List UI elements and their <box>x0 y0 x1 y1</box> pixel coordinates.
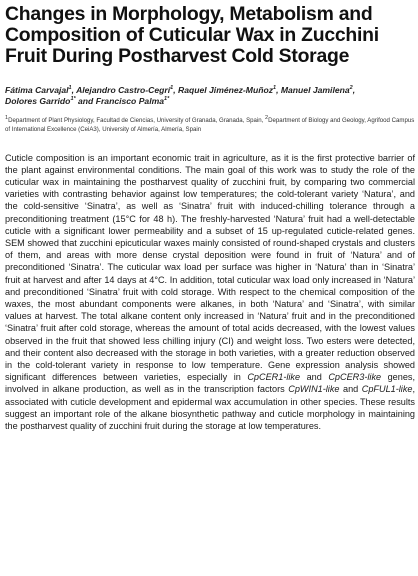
paper-page <box>5 0 415 441</box>
author-affil-marker: 1* <box>164 96 170 103</box>
author-name: Manuel Jamilena <box>280 85 350 95</box>
author-separator: , <box>71 85 77 95</box>
author-list <box>5 85 415 107</box>
affiliation-text: Department of Biology and Geology, Agrifood Campus of International Excellence (CeiA3), University of Almería, Almería, Spain <box>5 117 415 133</box>
abstract-text: Cuticle composition is an important economic trait in agriculture, as it is the first protective barrier of the plant against environmental conditions. The main goal of this work was to study the role of the cuticular wax in maintaining the postharvest quality of zucchini fruit, by comparing two commercial varieties with contrasting behavior against low temperatures; the cold-tolerant variety ‘Natura’, and the cold-sensitive ‘Sinatra’, as well as ‘Sinatra’ fruit with induced-chilling tolerance through a preconditioning treatment (15°C for 48 h). The freshly-harvested ‘Natura’ fruit had a well-detectable cuticle with a significant lower permeability and a subset of 15 up-regulated cuticle-related genes. SEM showed that zucchini epicuticular waxes mainly consisted of round-shaped crystals and clusters of them, and areas with more dense crystal deposition were found in fruit of ‘Natura’ and of preconditioned ‘Sinatra’. The cuticular wax load per surface was higher in ‘Natura’ than in ‘Sinatra’ fruit at harvest and after 14 days at 4°C. In addition, total cuticular wax load only increased in ‘Natura’ and preconditioned ‘Sinatra’ fruit with cold storage. With respect to the chemical composition of the waxes, the most abundant components were alkanes, in both ‘Natura’ and ‘Sinatra’, with similar values at harvest. The total alkane content only increased in ‘Natura’ fruit and in the preconditioned ‘Sinatra’ fruit after cold storage, whereas the amount of total acids decreased, with the lowest values observed in the fruit that showed less chilling injury (CI) and weight loss. Two esters were detected, and their content also decreased with the storage in both varieties, with a greater reduction observed in the cold-tolerant variety in response to low temperature. Gene expression analysis showed significant differences between varieties, especially in <box>5 152 415 383</box>
paper-title: Changes in Morphology, Metabolism and Composition of Cuticular Wax in Zucchini Fruit During Postharvest Cold Storage <box>5 3 379 67</box>
affiliation-marker: 2 <box>265 115 269 122</box>
affiliations <box>5 117 415 134</box>
abstract-text: , associated with cuticle development and epidermal wax accumulation in other species. These results suggest an important role of the alkane biosynthetic pathway and cuticle morphology in maintaining the postharvest quality of zucchini fruit during the storage at low temperatures. <box>5 384 416 432</box>
abstract-text: genes, involved in alkane production, as well as in the transcription factors <box>5 372 416 395</box>
author-separator: , <box>352 85 356 95</box>
author-name: Alejandro Castro-Cegrí <box>76 85 171 95</box>
author-name: Fátima Carvajal <box>5 85 69 95</box>
abstract <box>5 152 415 433</box>
author-affil-marker: 2 <box>349 85 353 92</box>
author-name: Francisco Palma <box>95 96 165 107</box>
author-affil-marker: 1* <box>70 96 76 103</box>
author-affil-marker: 1 <box>273 85 277 92</box>
gene-name: CpFUL1-like <box>361 384 413 395</box>
author-separator: and <box>75 96 96 107</box>
author-separator: , <box>276 85 281 95</box>
affiliation-text: Department of Plant Physiology, Facultad de Ciencias, University of Granada, Granada, Spain, <box>8 117 266 125</box>
author-affil-marker: 1 <box>68 85 72 92</box>
gene-name: CpCER1-like <box>247 372 301 383</box>
abstract-text: and <box>339 384 362 395</box>
affiliation-marker: 1 <box>5 115 9 122</box>
author-name: Dolores Garrido <box>5 96 71 107</box>
author-separator: , <box>173 85 178 95</box>
author-affil-marker: 1 <box>170 85 174 92</box>
gene-name: CpWIN1-like <box>288 384 340 395</box>
gene-name: CpCER3-like <box>328 372 382 383</box>
author-name: Raquel Jiménez-Muñoz <box>177 85 274 95</box>
abstract-text: and <box>300 372 329 383</box>
